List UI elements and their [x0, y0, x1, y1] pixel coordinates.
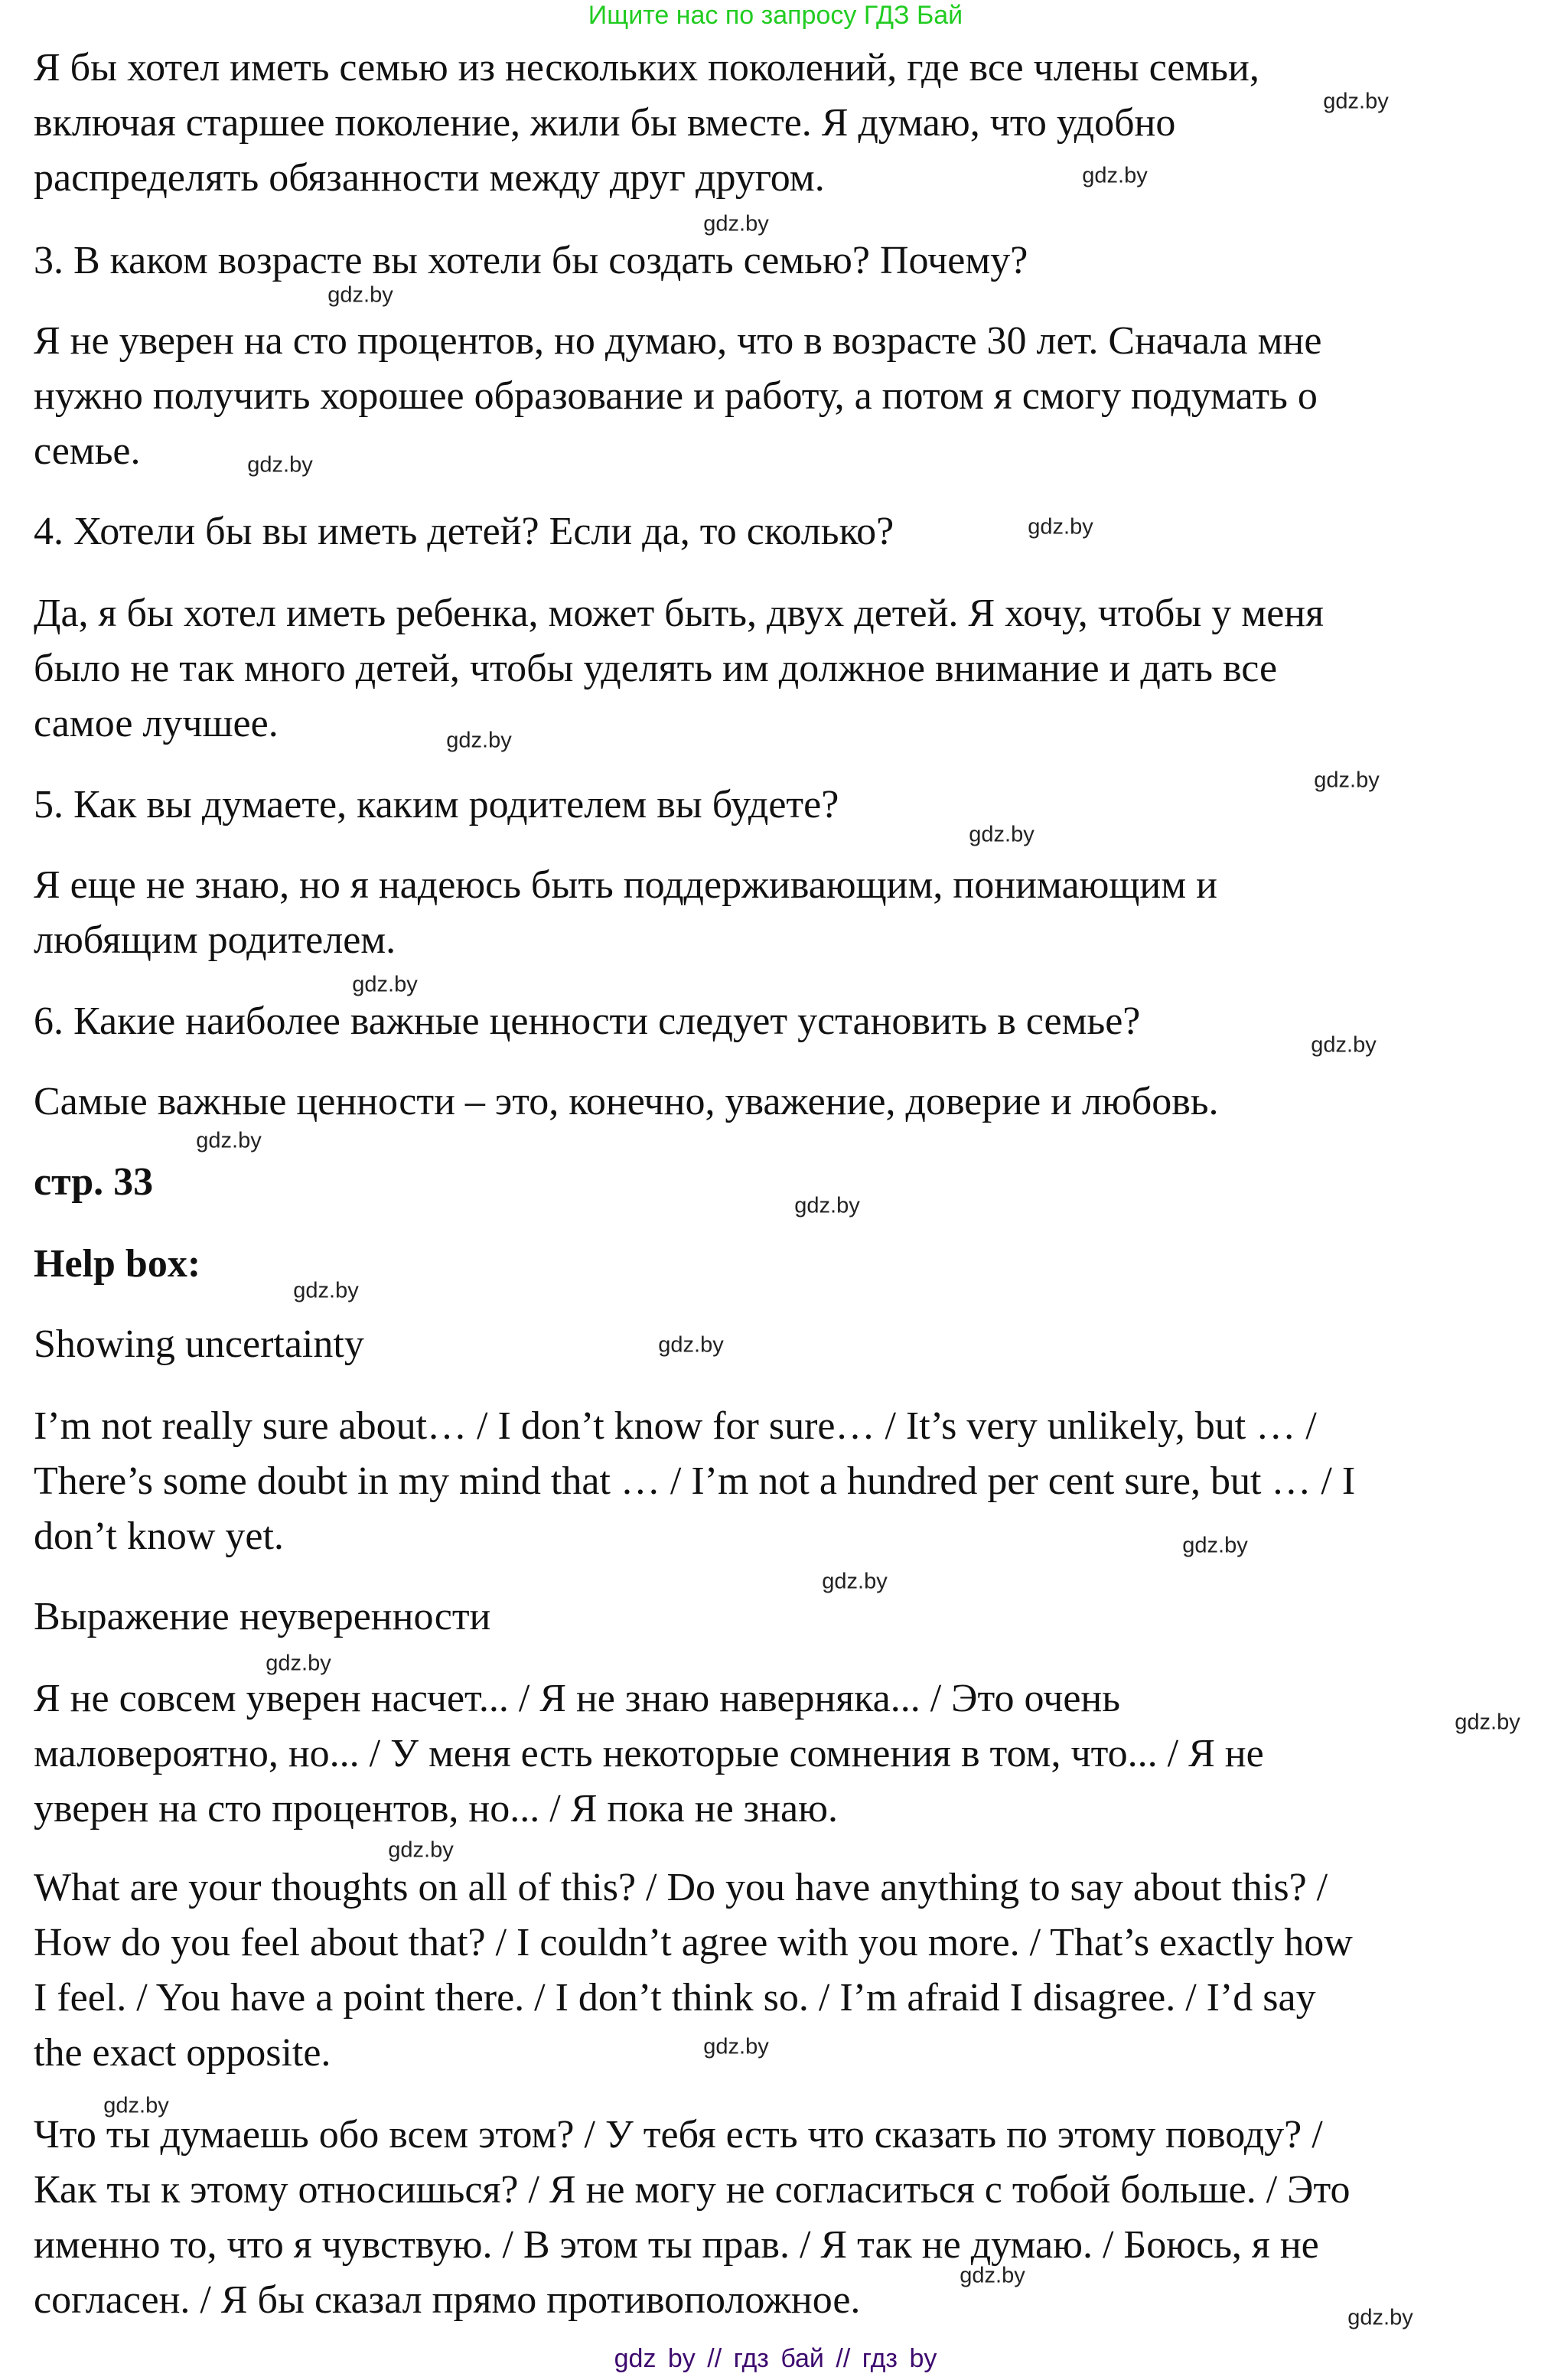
watermark: gdz.by: [1323, 89, 1389, 114]
site-footer: gdz by // гдз бай // гдз by: [614, 2344, 937, 2373]
text-line: Я еще не знаю, но я надеюсь быть поддерживающим, понимающим и: [34, 863, 1217, 907]
text-line: Я не совсем уверен насчет... / Я не знаю наверняка... / Это очень: [34, 1677, 1120, 1720]
watermark: gdz.by: [703, 211, 769, 236]
watermark: gdz.by: [388, 1837, 454, 1863]
watermark: gdz.by: [1082, 163, 1148, 188]
text-line: именно то, что я чувствую. / В этом ты прав. / Я так не думаю. / Боюсь, я не: [34, 2223, 1319, 2267]
watermark: gdz.by: [1028, 514, 1093, 540]
text-line: согласен. / Я бы сказал прямо противоположное.: [34, 2278, 861, 2322]
text-line: маловероятно, но... / У меня есть некоторые сомнения в том, что... / Я не: [34, 1732, 1264, 1775]
text-line: 3. В каком возрасте вы хотели бы создать семью? Почему?: [34, 239, 1028, 282]
question-4: [34, 504, 894, 559]
text-line: распределять обязанности между друг другом.: [34, 156, 825, 200]
text-line: 5. Как вы думаете, каким родителем вы будете?: [34, 783, 839, 826]
opinion-phrases-ru: [34, 2108, 1351, 2328]
text-line: Что ты думаешь обо всем этом? / У тебя есть что сказать по этому поводу? /: [34, 2113, 1323, 2157]
question-3: [34, 233, 1028, 289]
text-line: There’s some doubt in my mind that … / I’m not a hundred per cent sure, but … / I: [34, 1459, 1356, 1503]
text-line: самое лучшее.: [34, 702, 279, 745]
watermark: gdz.by: [446, 728, 512, 753]
watermark: gdz.by: [266, 1651, 331, 1676]
text-line: I feel. / You have a point there. / I don’t think so. / I’m afraid I disagree. / I’d say: [34, 1976, 1316, 2020]
text-line: включая старшее поколение, жили бы вместе. Я думаю, что удобно: [34, 101, 1176, 145]
text-line: Я бы хотел иметь семью из нескольких поколений, где все члены семьи,: [34, 46, 1259, 90]
watermark: gdz.by: [794, 1193, 860, 1218]
watermark: gdz.by: [293, 1278, 359, 1303]
watermark: gdz.by: [969, 822, 1035, 847]
text-line: Самые важные ценности – это, конечно, уважение, доверие и любовь.: [34, 1080, 1219, 1123]
watermark: gdz.by: [822, 1569, 888, 1594]
watermark: gdz.by: [103, 2093, 169, 2118]
watermark: gdz.by: [247, 452, 313, 478]
text-line: Help box:: [34, 1242, 201, 1286]
text-line: 6. Какие наиболее важные ценности следует установить в семье?: [34, 999, 1141, 1043]
text-line: 4. Хотели бы вы иметь детей? Если да, то сколько?: [34, 510, 894, 553]
text-line: стр. 33: [34, 1160, 154, 1204]
answer-2-text: [34, 41, 1259, 206]
uncertainty-title-ru: [34, 1589, 490, 1645]
text-line: Я не уверен на сто процентов, но думаю, что в возрасте 30 лет. Сначала мне: [34, 319, 1322, 363]
watermark: gdz.by: [1182, 1533, 1248, 1558]
text-line: семье.: [34, 429, 141, 473]
watermark: gdz.by: [1314, 768, 1380, 793]
help-box-heading: [34, 1237, 200, 1292]
answer-6-text: [34, 1074, 1219, 1130]
text-line: Как ты к этому относишься? / Я не могу не согласиться с тобой больше. / Это: [34, 2168, 1351, 2212]
text-line: Да, я бы хотел иметь ребенка, может быть, двух детей. Я хочу, чтобы у меня: [34, 592, 1325, 635]
site-banner: Ищите нас по запросу ГДЗ Бай: [588, 1, 963, 30]
text-line: How do you feel about that? / I couldn’t agree with you more. / That’s exactly how: [34, 1921, 1353, 1964]
uncertainty-phrases-en: [34, 1399, 1355, 1564]
showing-uncertainty-title: [34, 1317, 364, 1372]
text-line: the exact opposite.: [34, 2031, 331, 2075]
text-line: Showing uncertainty: [34, 1322, 364, 1366]
text-line: нужно получить хорошее образование и работу, а потом я смогу подумать о: [34, 374, 1318, 418]
text-line: Выражение неуверенности: [34, 1595, 491, 1638]
page-heading: [34, 1155, 153, 1210]
text-line: любящим родителем.: [34, 918, 396, 962]
text-line: I’m not really sure about… / I don’t know for sure… / It’s very unlikely, but … /: [34, 1404, 1317, 1448]
opinion-phrases-en: [34, 1860, 1353, 2081]
answer-3-text: [34, 314, 1321, 479]
text-line: было не так много детей, чтобы уделять им должное внимание и дать все: [34, 647, 1278, 690]
text-line: don’t know yet.: [34, 1514, 284, 1558]
watermark: gdz.by: [196, 1128, 262, 1153]
watermark: gdz.by: [352, 972, 418, 997]
watermark: gdz.by: [703, 2034, 769, 2059]
uncertainty-phrases-ru: [34, 1671, 1264, 1837]
answer-5-text: [34, 858, 1217, 968]
watermark: gdz.by: [658, 1332, 724, 1358]
watermark: gdz.by: [1311, 1032, 1377, 1058]
text-line: What are your thoughts on all of this? / Do you have anything to say about this? /: [34, 1866, 1328, 1909]
watermark: gdz.by: [1347, 2305, 1413, 2330]
question-6: [34, 994, 1140, 1049]
watermark: gdz.by: [327, 282, 393, 308]
text-line: уверен на сто процентов, но... / Я пока не знаю.: [34, 1787, 838, 1831]
watermark: gdz.by: [960, 2263, 1025, 2288]
watermark: gdz.by: [1455, 1710, 1520, 1735]
question-5: [34, 778, 839, 833]
answer-4-text: [34, 586, 1324, 751]
